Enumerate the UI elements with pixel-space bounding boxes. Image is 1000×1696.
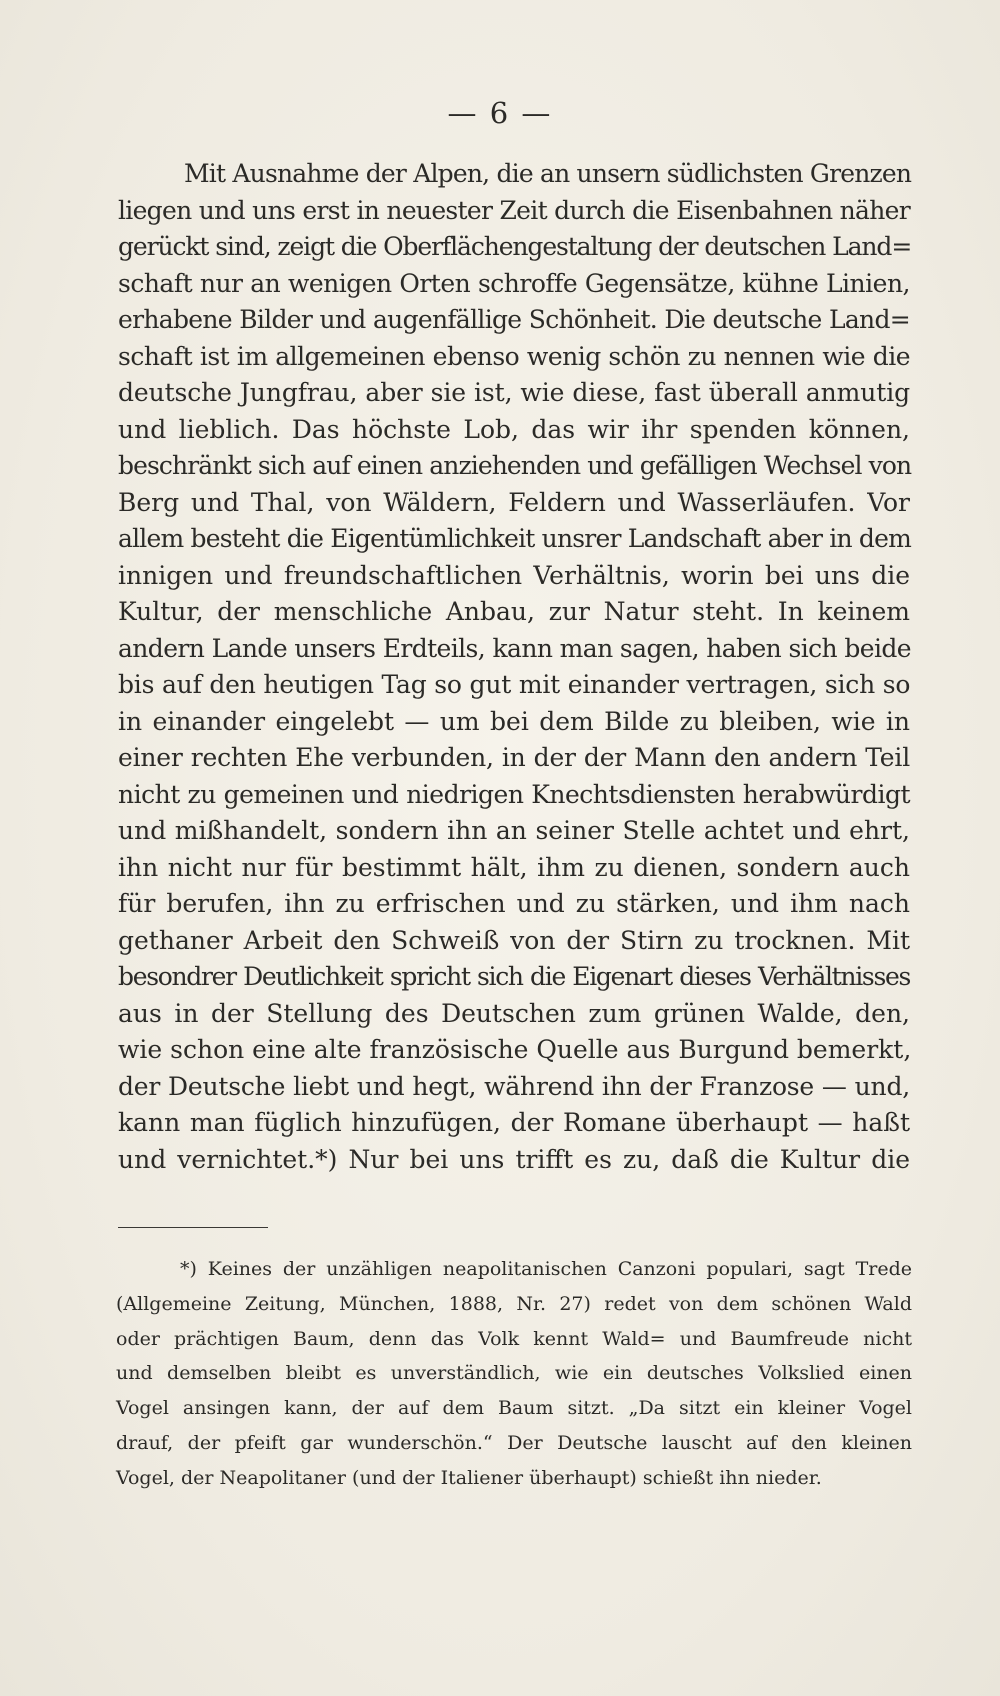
text-line: einer rechten Ehe verbunden, in der der Mann den andern Teil: [118, 743, 910, 772]
text-line: beschränkt sich auf einen anziehenden und gefälligen Wechsel von: [118, 451, 912, 480]
footnote-line: (Allgemeine Zeitung, München, 1888, Nr. 27) redet von dem schönen Wald: [116, 1292, 912, 1315]
text-line: Kultur, der menschliche Anbau, zur Natur steht. In keinem: [118, 597, 910, 626]
text-line: nicht zu gemeinen und niedrigen Knechtsdiensten herabwürdigt: [118, 779, 910, 809]
text-line: bis auf den heutigen Tag so gut mit einander vertragen, sich so: [118, 670, 911, 699]
text-line: ihn nicht nur für bestimmt hält, ihm zu dienen, sondern auch: [118, 852, 910, 882]
text-line: in einander eingelebt — um bei dem Bilde zu bleiben, wie in: [118, 706, 910, 736]
footnote-line: *) Keines der unzähligen neapolitanischen Canzoni populari, sagt Trede: [180, 1258, 912, 1280]
main-text-block: [118, 156, 910, 1178]
text-line: gethaner Arbeit den Schweiß von der Stirn zu trocknen. Mit: [118, 925, 910, 955]
text-line: wie schon eine alte französische Quelle aus Burgund bemerkt,: [118, 1035, 912, 1064]
text-line: Berg und Thal, von Wäldern, Feldern und Wasserläufen. Vor: [118, 487, 910, 517]
text-line: und lieblich. Das höchste Lob, das wir ihr spenden können,: [118, 414, 910, 444]
text-line: andern Lande unsers Erdteils, kann man sagen, haben sich beide: [118, 633, 911, 663]
footnote-line: Vogel, der Neapolitaner (und der Italiener überhaupt) schießt ihn nieder.: [116, 1466, 822, 1489]
text-line: der Deutsche liebt und hegt, während ihn der Franzose — und,: [118, 1071, 910, 1101]
footnote-block: [116, 1252, 912, 1496]
footnote-line: drauf, der pfeift gar wunderschön.“ Der Deutsche lauscht auf den kleinen: [116, 1431, 912, 1454]
text-line: schaft ist im allgemeinen ebenso wenig schön zu nennen wie die: [118, 341, 910, 371]
text-line: allem besteht die Eigentümlichkeit unsrer Landschaft aber in dem: [118, 524, 911, 553]
text-line: deutsche Jungfrau, aber sie ist, wie diese, fast überall anmutig: [118, 378, 910, 407]
footnote-line: Vogel ansingen kann, der auf dem Baum sitzt. „Da sitzt ein kleiner Vogel: [116, 1397, 912, 1420]
text-line: und vernichtet.*) Nur bei uns trifft es zu, daß die Kultur die: [118, 1144, 910, 1174]
text-line: innigen und freundschaftlichen Verhältnis, worin bei uns die: [118, 560, 910, 590]
text-line: kann man füglich hinzufügen, der Romane überhaupt — haßt: [118, 1108, 910, 1137]
page-number: — 6 —: [447, 96, 553, 130]
text-line: und mißhandelt, sondern ihn an seiner Stelle achtet und ehrt,: [118, 816, 910, 845]
text-line: schaft nur an wenigen Orten schroffe Gegensätze, kühne Linien,: [118, 268, 910, 298]
text-line: erhabene Bilder und augenfällige Schönheit. Die deutsche Land=: [118, 305, 910, 334]
footnote-line: oder prächtigen Baum, denn das Volk kennt Wald= und Baumfreude nicht: [116, 1327, 912, 1350]
text-line: gerückt sind, zeigt die Oberflächengestaltung der deutschen Land=: [118, 232, 912, 261]
text-line: besondrer Deutlichkeit spricht sich die Eigenart dieses Verhältnisses: [118, 962, 910, 991]
text-line: aus in der Stellung des Deutschen zum grünen Walde, den,: [118, 998, 910, 1028]
footnote-line: und demselben bleibt es unverständlich, wie ein deutsches Volkslied einen: [116, 1362, 912, 1385]
text-line: Mit Ausnahme der Alpen, die an unsern südlichsten Grenzen: [184, 159, 912, 188]
footnote-separator: [118, 1227, 268, 1228]
text-line: liegen und uns erst in neuester Zeit durch die Eisenbahnen näher: [118, 195, 910, 225]
text-line: für berufen, ihn zu erfrischen und zu stärken, und ihm nach: [118, 889, 910, 918]
